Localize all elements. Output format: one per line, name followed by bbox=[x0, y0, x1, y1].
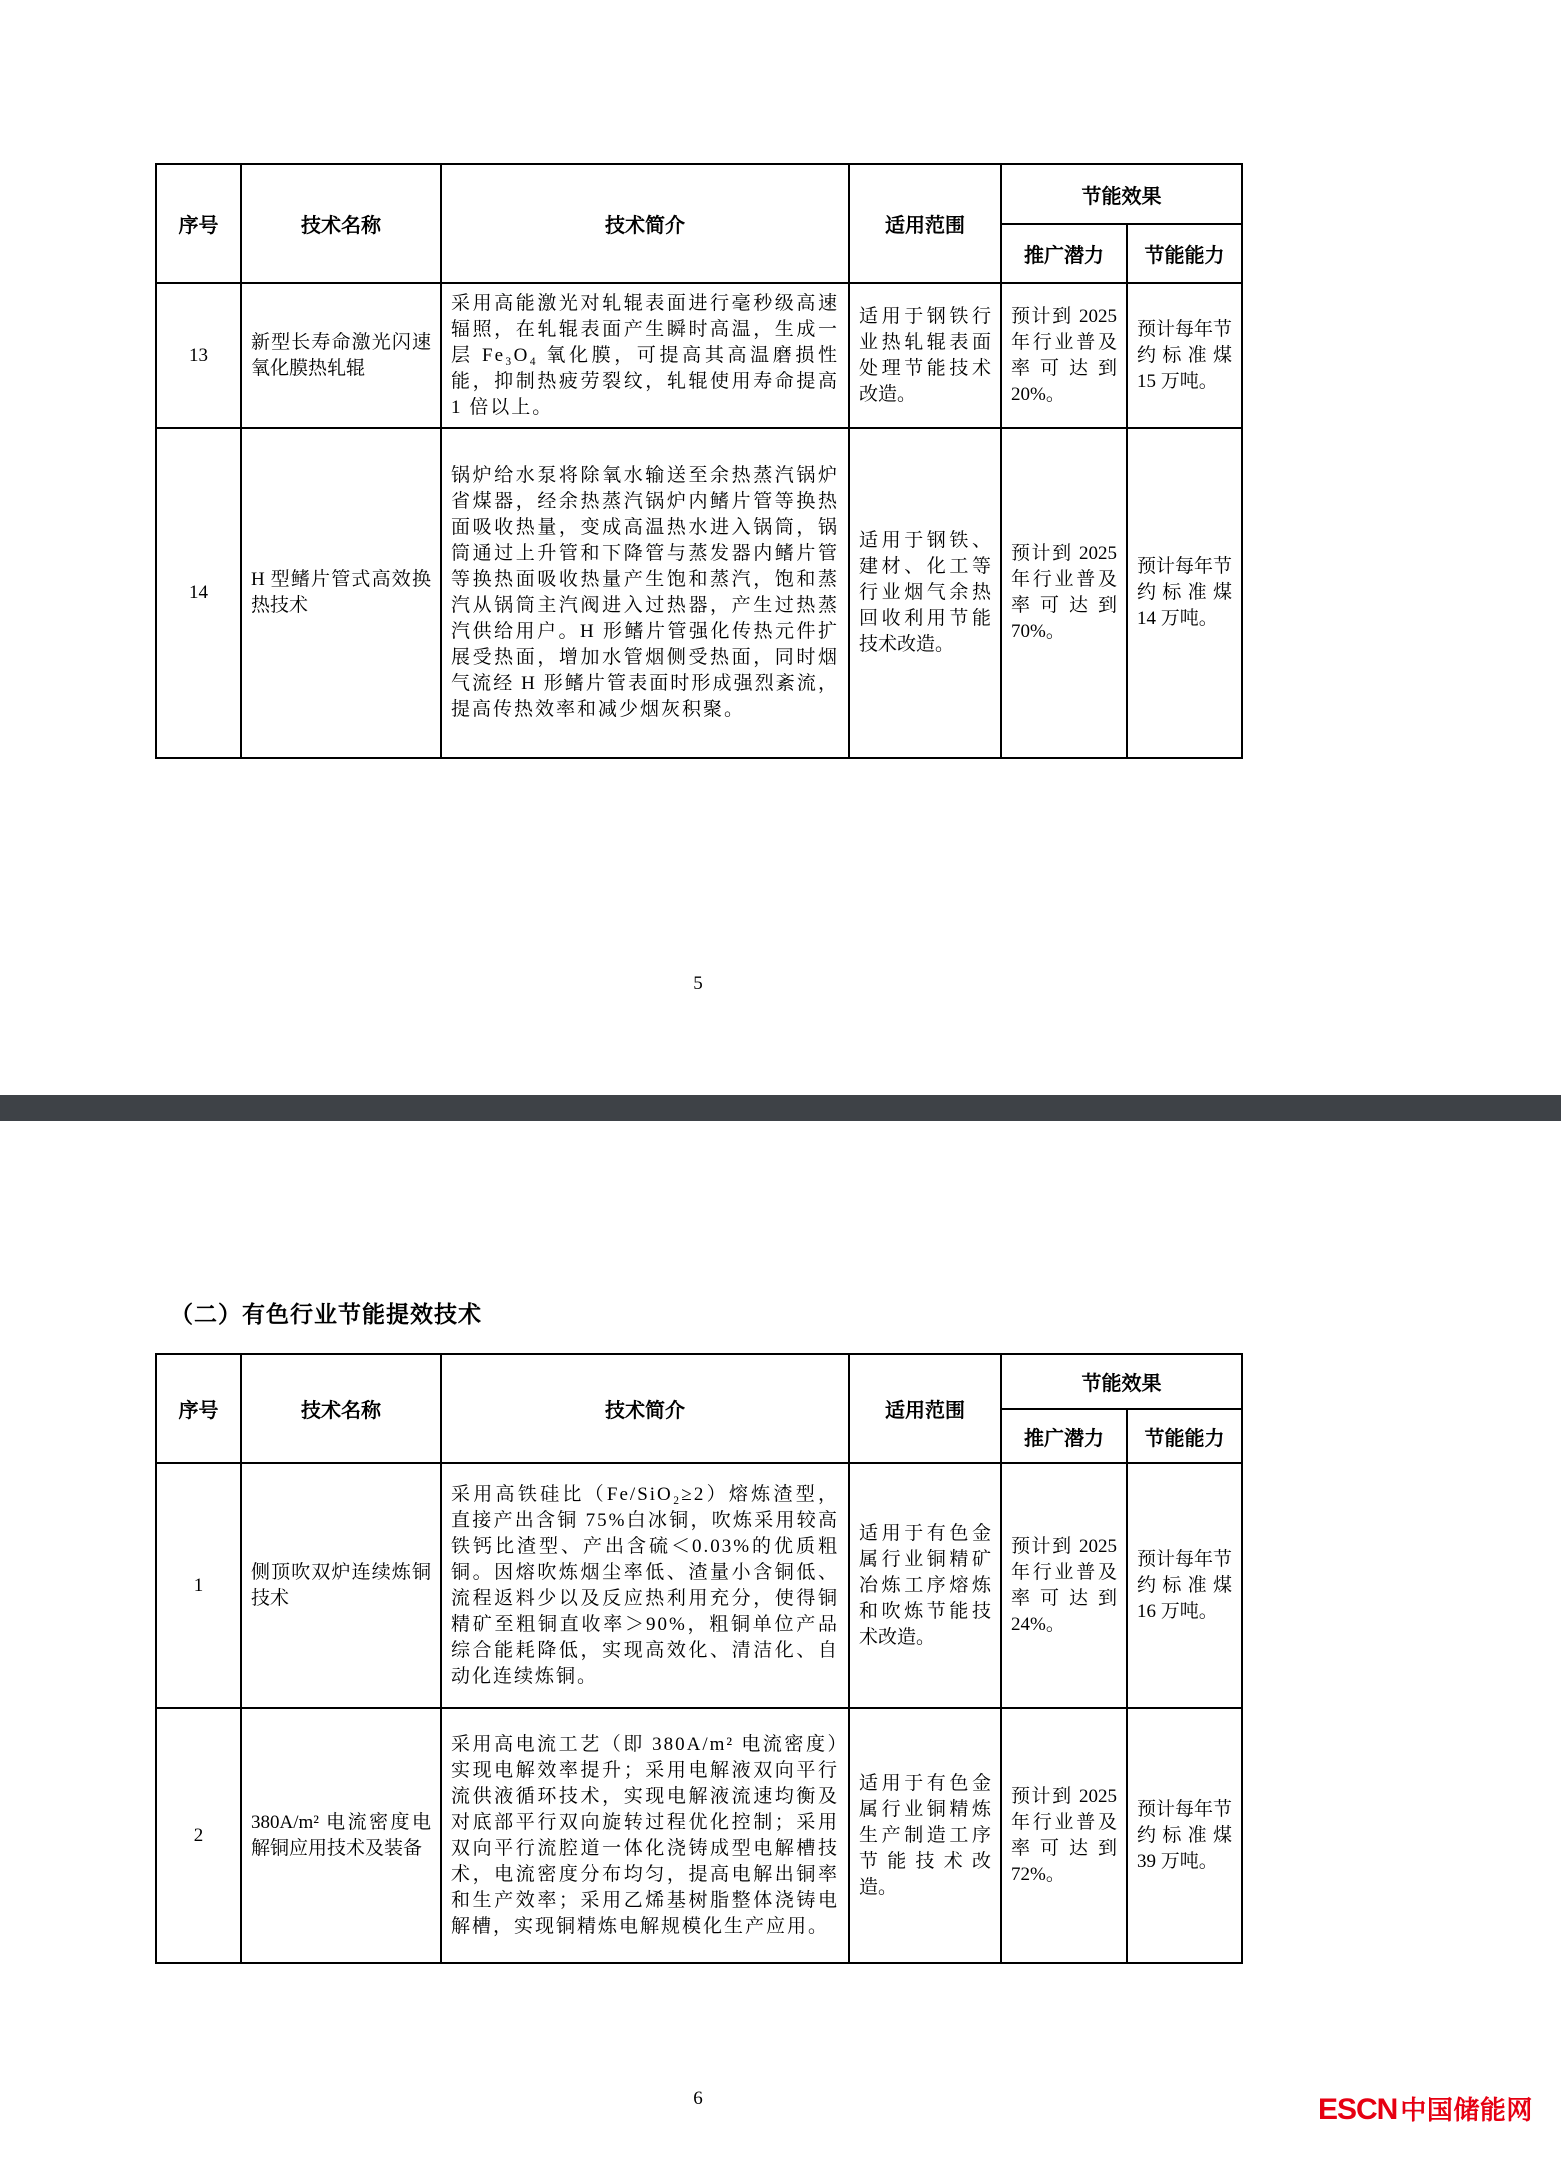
col-header-energy-effect: 节能效果 bbox=[1001, 164, 1242, 224]
promotion-potential: 预计到 2025 年行业普及率可达到 70%。 bbox=[1001, 428, 1127, 758]
saving-capability: 预计每年节约标准煤 14 万吨。 bbox=[1127, 428, 1242, 758]
row-serial: 13 bbox=[156, 283, 241, 428]
col-header-energy-effect: 节能效果 bbox=[1001, 1354, 1242, 1409]
saving-capability: 预计每年节约标准煤 15 万吨。 bbox=[1127, 283, 1242, 428]
escn-logo-cn-text: 中国储能网 bbox=[1400, 2095, 1533, 2125]
tech-intro: 采用高电流工艺（即 380A/m² 电流密度）实现电解效率提升；采用电解液双向平行流供液循环技术，实现电解液流速均衡及对底部平行双向旋转过程优化控制；采用双向平行流腔道一体化浇铸成型电解槽技术，电流密度分布均匀，提高电解出铜率和生产效率；采用乙烯基树脂整体浇铸电解槽，实现铜精炼电解规模化生产应用。 bbox=[441, 1708, 849, 1963]
tech-intro: 采用高能激光对轧辊表面进行毫秒级高速辐照，在轧辊表面产生瞬时高温，生成一层 Fe₃O₄ 氧化膜，可提高其高温磨损性能，抑制热疲劳裂纹，轧辊使用寿命提高 1 倍以上。 bbox=[441, 283, 849, 428]
col-header-serial: 序号 bbox=[156, 1354, 241, 1463]
nonferrous-tech-table bbox=[155, 1353, 1243, 1964]
col-header-saving-capability: 节能能力 bbox=[1127, 224, 1242, 283]
table-row bbox=[156, 283, 1242, 428]
tech-scope: 适用于钢铁行业热轧辊表面处理节能技术改造。 bbox=[849, 283, 1001, 428]
tech-scope: 适用于有色金属行业铜精炼生产制造工序节能技术改造。 bbox=[849, 1708, 1001, 1963]
col-header-scope: 适用范围 bbox=[849, 164, 1001, 283]
table-row bbox=[156, 1463, 1242, 1708]
page-separator-bar bbox=[0, 1095, 1561, 1121]
section-heading-nonferrous: （二）有色行业节能提效技术 bbox=[170, 1301, 482, 1327]
saving-capability: 预计每年节约标准煤 16 万吨。 bbox=[1127, 1463, 1242, 1708]
table-row bbox=[156, 1708, 1242, 1963]
col-header-promotion-potential: 推广潜力 bbox=[1001, 1409, 1127, 1463]
col-header-serial: 序号 bbox=[156, 164, 241, 283]
col-header-tech-name: 技术名称 bbox=[241, 1354, 441, 1463]
row-serial: 2 bbox=[156, 1708, 241, 1963]
row-serial: 1 bbox=[156, 1463, 241, 1708]
promotion-potential: 预计到 2025 年行业普及率可达到 20%。 bbox=[1001, 283, 1127, 428]
col-header-tech-intro: 技术简介 bbox=[441, 164, 849, 283]
tech-scope: 适用于钢铁、建材、化工等行业烟气余热回收利用节能技术改造。 bbox=[849, 428, 1001, 758]
tech-intro: 锅炉给水泵将除氧水输送至余热蒸汽锅炉省煤器，经余热蒸汽锅炉内鳍片管等换热面吸收热量，变成高温热水进入锅筒，锅筒通过上升管和下降管与蒸发器内鳍片管等换热面吸收热量产生饱和蒸汽，饱和蒸汽从锅筒主汽阀进入过热器，产生过热蒸汽供给用户。H 形鳍片管强化传热元件扩展受热面，增加水管烟侧受热面，同时烟气流经 H 形鳍片管表面时形成强烈紊流，提高传热效率和减少烟灰积聚。 bbox=[441, 428, 849, 758]
row-serial: 14 bbox=[156, 428, 241, 758]
page-number-5: 5 bbox=[693, 973, 703, 994]
promotion-potential: 预计到 2025 年行业普及率可达到 24%。 bbox=[1001, 1463, 1127, 1708]
col-header-scope: 适用范围 bbox=[849, 1354, 1001, 1463]
table-row bbox=[156, 428, 1242, 758]
col-header-promotion-potential: 推广潜力 bbox=[1001, 224, 1127, 283]
col-header-tech-name: 技术名称 bbox=[241, 164, 441, 283]
saving-capability: 预计每年节约标准煤 39 万吨。 bbox=[1127, 1708, 1242, 1963]
page-number-6: 6 bbox=[693, 2088, 703, 2109]
tech-name: 侧顶吹双炉连续炼铜技术 bbox=[241, 1463, 441, 1708]
promotion-potential: 预计到 2025 年行业普及率可达到 72%。 bbox=[1001, 1708, 1127, 1963]
col-header-saving-capability: 节能能力 bbox=[1127, 1409, 1242, 1463]
tech-name: H 型鳍片管式高效换热技术 bbox=[241, 428, 441, 758]
escn-logo-en-text: ESCN bbox=[1318, 2093, 1398, 2126]
tech-name: 新型长寿命激光闪速氧化膜热轧辊 bbox=[241, 283, 441, 428]
tech-scope: 适用于有色金属行业铜精矿冶炼工序熔炼和吹炼节能技术改造。 bbox=[849, 1463, 1001, 1708]
steel-tech-table bbox=[155, 163, 1243, 759]
tech-name: 380A/m² 电流密度电解铜应用技术及装备 bbox=[241, 1708, 441, 1963]
tech-intro: 采用高铁硅比（Fe/SiO₂≥2）熔炼渣型，直接产出含铜 75%白冰铜，吹炼采用较高铁钙比渣型、产出含硫＜0.03%的优质粗铜。因熔吹炼烟尘率低、渣量小含铜低、流程返料少以及反应热利用充分，使得铜精矿至粗铜直收率＞90%，粗铜单位产品综合能耗降低，实现高效化、清洁化、自动化连续炼铜。 bbox=[441, 1463, 849, 1708]
escn-logo bbox=[1318, 2090, 1533, 2127]
col-header-tech-intro: 技术简介 bbox=[441, 1354, 849, 1463]
